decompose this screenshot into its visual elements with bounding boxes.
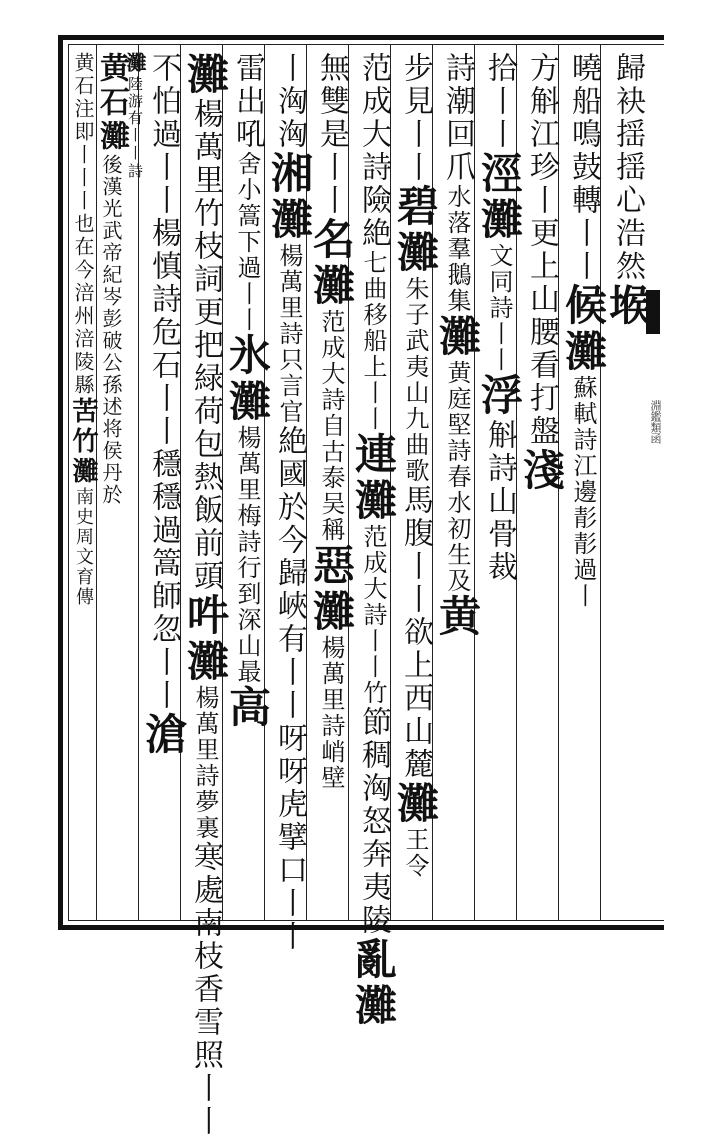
col4-text-d: 浮 xyxy=(475,373,524,419)
col8-text-d: 惡灘 xyxy=(307,543,356,635)
col11-text-a: 灘 xyxy=(181,52,230,98)
col7-text-c: 連灘 xyxy=(349,432,398,524)
col15-text-c: 南史周文育傳 xyxy=(73,487,94,607)
text-column-1 xyxy=(603,52,652,920)
col9-text-d: 絶國於今歸峽有丨丨 xyxy=(272,425,307,722)
col2-text-c: 蘇軾詩江邊𩇕𩇕過丨 xyxy=(569,375,597,609)
text-column-2 xyxy=(559,52,608,920)
col12-text-d: 滄 xyxy=(139,712,188,758)
col4-text-b: 涇灘 xyxy=(475,151,524,243)
col9-text-e: 呀呀虎擘口丨丨 xyxy=(272,722,307,953)
col8-text-e: 楊萬里詩峭壁 xyxy=(317,635,345,791)
spine-title: 淵鑑類函 xyxy=(649,400,662,444)
col4-text-c: 文同詩丨丨 xyxy=(485,243,513,373)
col2-text-a: 曉船鳴鼓轉丨丨 xyxy=(566,52,601,283)
col3-text-b: 丨更上山腰看打盤 xyxy=(524,184,559,448)
col5-text-c: 灘 xyxy=(433,314,482,360)
col13-text-a: 灘 xyxy=(123,52,147,76)
text-column-14 xyxy=(94,52,129,920)
col8-text-a: 無雙是丨丨 xyxy=(314,52,349,217)
col11-text-b: 楊萬里竹枝詞更把緑荷包熱飯前頭 xyxy=(188,98,223,593)
text-column-6 xyxy=(391,52,440,920)
col15-text-a: 黄石注即丨丨丨也在今涪州涪陵縣 xyxy=(71,52,95,397)
col7-text-a: 范成大詩險絶 xyxy=(356,52,391,250)
col8-text-c: 范成大詩自古泰吴稱 xyxy=(317,309,345,543)
col11-text-e: 寒處南枝香雪照丨丨 xyxy=(188,841,223,1138)
col5-text-b: 水落羣鵝集 xyxy=(443,184,471,314)
text-column-13 xyxy=(123,52,147,920)
text-column-5 xyxy=(433,52,482,920)
col7-text-d: 范成大詩丨丨竹 xyxy=(359,524,387,706)
col10-text-b: 舍小篙下過丨丨 xyxy=(233,151,261,333)
col5-text-a: 詩潮回爪 xyxy=(440,52,475,184)
col10-text-c: 氷灘 xyxy=(223,333,272,425)
col9-text-a: 丨洶洶 xyxy=(272,52,307,151)
col11-text-c: 吽灘 xyxy=(181,593,230,685)
col15-text-b: 苦竹灘 xyxy=(68,397,98,487)
col6-text-b: 碧灘 xyxy=(391,184,440,276)
col11-text-d: 楊萬里詩夢裏 xyxy=(191,685,219,841)
text-column-3 xyxy=(517,52,566,920)
col7-text-b: 七曲移船上丨丨 xyxy=(359,250,387,432)
text-column-9 xyxy=(265,52,314,953)
text-column-4 xyxy=(475,52,524,920)
text-column-15 xyxy=(70,52,96,920)
col4-text-a: 拾丨丨 xyxy=(482,52,517,151)
col10-text-a: 雷出吼 xyxy=(230,52,265,151)
col10-text-d: 楊萬里梅詩行到深山最 xyxy=(233,425,261,685)
col12-text-a: 不怕過丨丨 xyxy=(146,52,181,217)
col13-text-c: 丨丨詩 xyxy=(126,127,144,181)
col14-text-a: 黄石灘 xyxy=(94,52,129,154)
col6-text-a: 步見丨丨 xyxy=(398,52,433,184)
text-column-7 xyxy=(349,52,398,1029)
text-column-8 xyxy=(307,52,356,920)
text-column-10 xyxy=(223,52,272,920)
col5-text-e: 黄 xyxy=(433,594,482,640)
col6-text-c: 朱子武夷山九曲歌 xyxy=(401,276,429,484)
col12-text-c: 篙師忽丨丨 xyxy=(146,547,181,712)
text-column-12 xyxy=(139,52,188,920)
col3-text-a: 方斛江珍 xyxy=(524,52,559,184)
col5-text-d: 黄庭堅詩春水初生及 xyxy=(443,360,471,594)
col4-text-e: 斛詩山骨裁 xyxy=(482,419,517,584)
col6-text-e: 灘 xyxy=(391,781,440,827)
col6-text-f: 王令 xyxy=(401,827,429,879)
text-column-11 xyxy=(181,52,230,1138)
col6-text-d: 馬腹丨丨欲上西山麓 xyxy=(398,484,433,781)
col10-text-e: 高 xyxy=(223,685,272,731)
col9-text-c: 楊萬里詩只言官 xyxy=(275,243,303,425)
col9-text-b: 湘灘 xyxy=(265,151,314,243)
col14-text-b: 後漢光武帝紀岑彭破公孫述将侯丹於 xyxy=(99,154,123,506)
col8-text-b: 名灘 xyxy=(307,217,356,309)
col2-text-b: 候灘 xyxy=(559,283,608,375)
col12-text-b: 楊慎詩危石丨丨穩穩過 xyxy=(146,217,181,547)
col3-text-c: 淺 xyxy=(517,448,566,494)
col7-text-f: 亂灘 xyxy=(349,937,398,1029)
col1-text-a: 歸袂揺揺心浩然 xyxy=(610,52,645,283)
col13-text-b: 陸游有 xyxy=(126,76,144,127)
col7-text-e: 節稠洶怒奔夷陵 xyxy=(356,706,391,937)
col1-text-b: 堠 xyxy=(603,283,652,329)
